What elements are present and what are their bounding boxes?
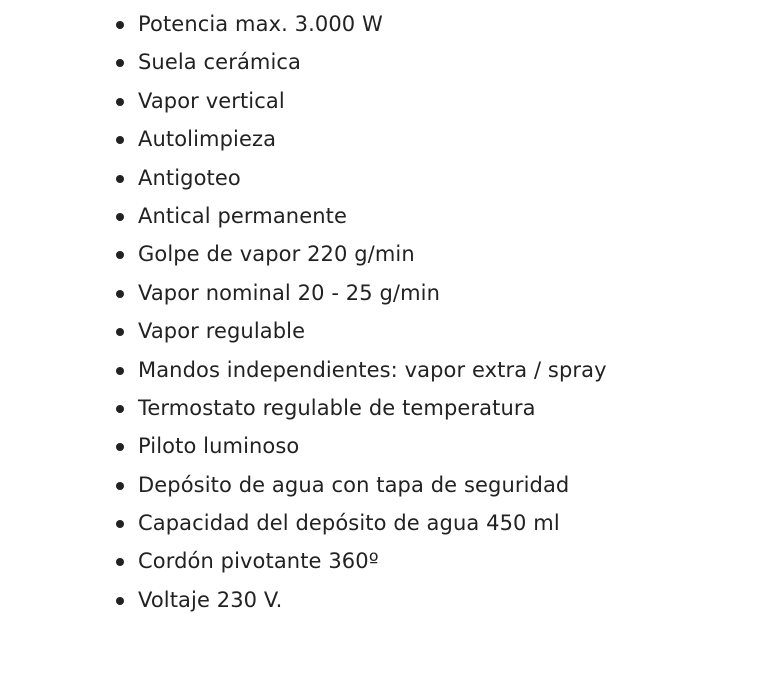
list-item xyxy=(138,427,607,465)
feature-text: Mandos independientes: vapor extra / spray xyxy=(138,357,607,382)
bullet-icon xyxy=(116,251,124,259)
feature-text: Antical permanente xyxy=(138,203,348,228)
list-item xyxy=(138,5,607,43)
bullet-icon xyxy=(116,290,124,298)
bullet-icon xyxy=(116,443,124,451)
list-item xyxy=(138,466,607,504)
bullet-icon xyxy=(116,213,124,221)
bullet-icon xyxy=(116,21,124,29)
list-item xyxy=(138,389,607,427)
bullet-icon xyxy=(116,405,124,413)
list-item xyxy=(138,312,607,350)
feature-text: Vapor vertical xyxy=(138,88,285,113)
bullet-icon xyxy=(116,482,124,490)
feature-text: Vapor regulable xyxy=(138,319,306,344)
feature-text: Piloto luminoso xyxy=(138,434,300,459)
bullet-icon xyxy=(116,520,124,528)
list-item xyxy=(138,274,607,312)
list-item xyxy=(138,120,607,158)
feature-text: Cordón pivotante 360º xyxy=(138,549,379,574)
list-item xyxy=(138,235,607,273)
feature-text: Vapor nominal 20 - 25 g/min xyxy=(138,280,440,305)
feature-text: Golpe de vapor 220 g/min xyxy=(138,242,415,267)
bullet-icon xyxy=(116,98,124,106)
bullet-icon xyxy=(116,328,124,336)
feature-list xyxy=(138,5,607,619)
list-item xyxy=(138,504,607,542)
feature-text: Voltaje 230 V. xyxy=(138,587,283,612)
bullet-icon xyxy=(116,175,124,183)
bullet-icon xyxy=(116,367,124,375)
feature-text: Antigoteo xyxy=(138,165,241,190)
list-item xyxy=(138,581,607,619)
bullet-icon xyxy=(116,597,124,605)
bullet-icon xyxy=(116,558,124,566)
list-item xyxy=(138,542,607,580)
feature-text: Depósito de agua con tapa de seguridad xyxy=(138,472,570,497)
list-item xyxy=(138,43,607,81)
feature-text: Autolimpieza xyxy=(138,127,277,152)
feature-text: Capacidad del depósito de agua 450 ml xyxy=(138,511,560,536)
list-item xyxy=(138,197,607,235)
feature-text: Suela cerámica xyxy=(138,50,302,75)
feature-text: Potencia max. 3.000 W xyxy=(138,12,383,36)
list-item xyxy=(138,351,607,389)
list-item xyxy=(138,159,607,197)
bullet-icon xyxy=(116,59,124,67)
list-item xyxy=(138,82,607,120)
bullet-icon xyxy=(116,136,124,144)
feature-text: Termostato regulable de temperatura xyxy=(138,395,536,420)
